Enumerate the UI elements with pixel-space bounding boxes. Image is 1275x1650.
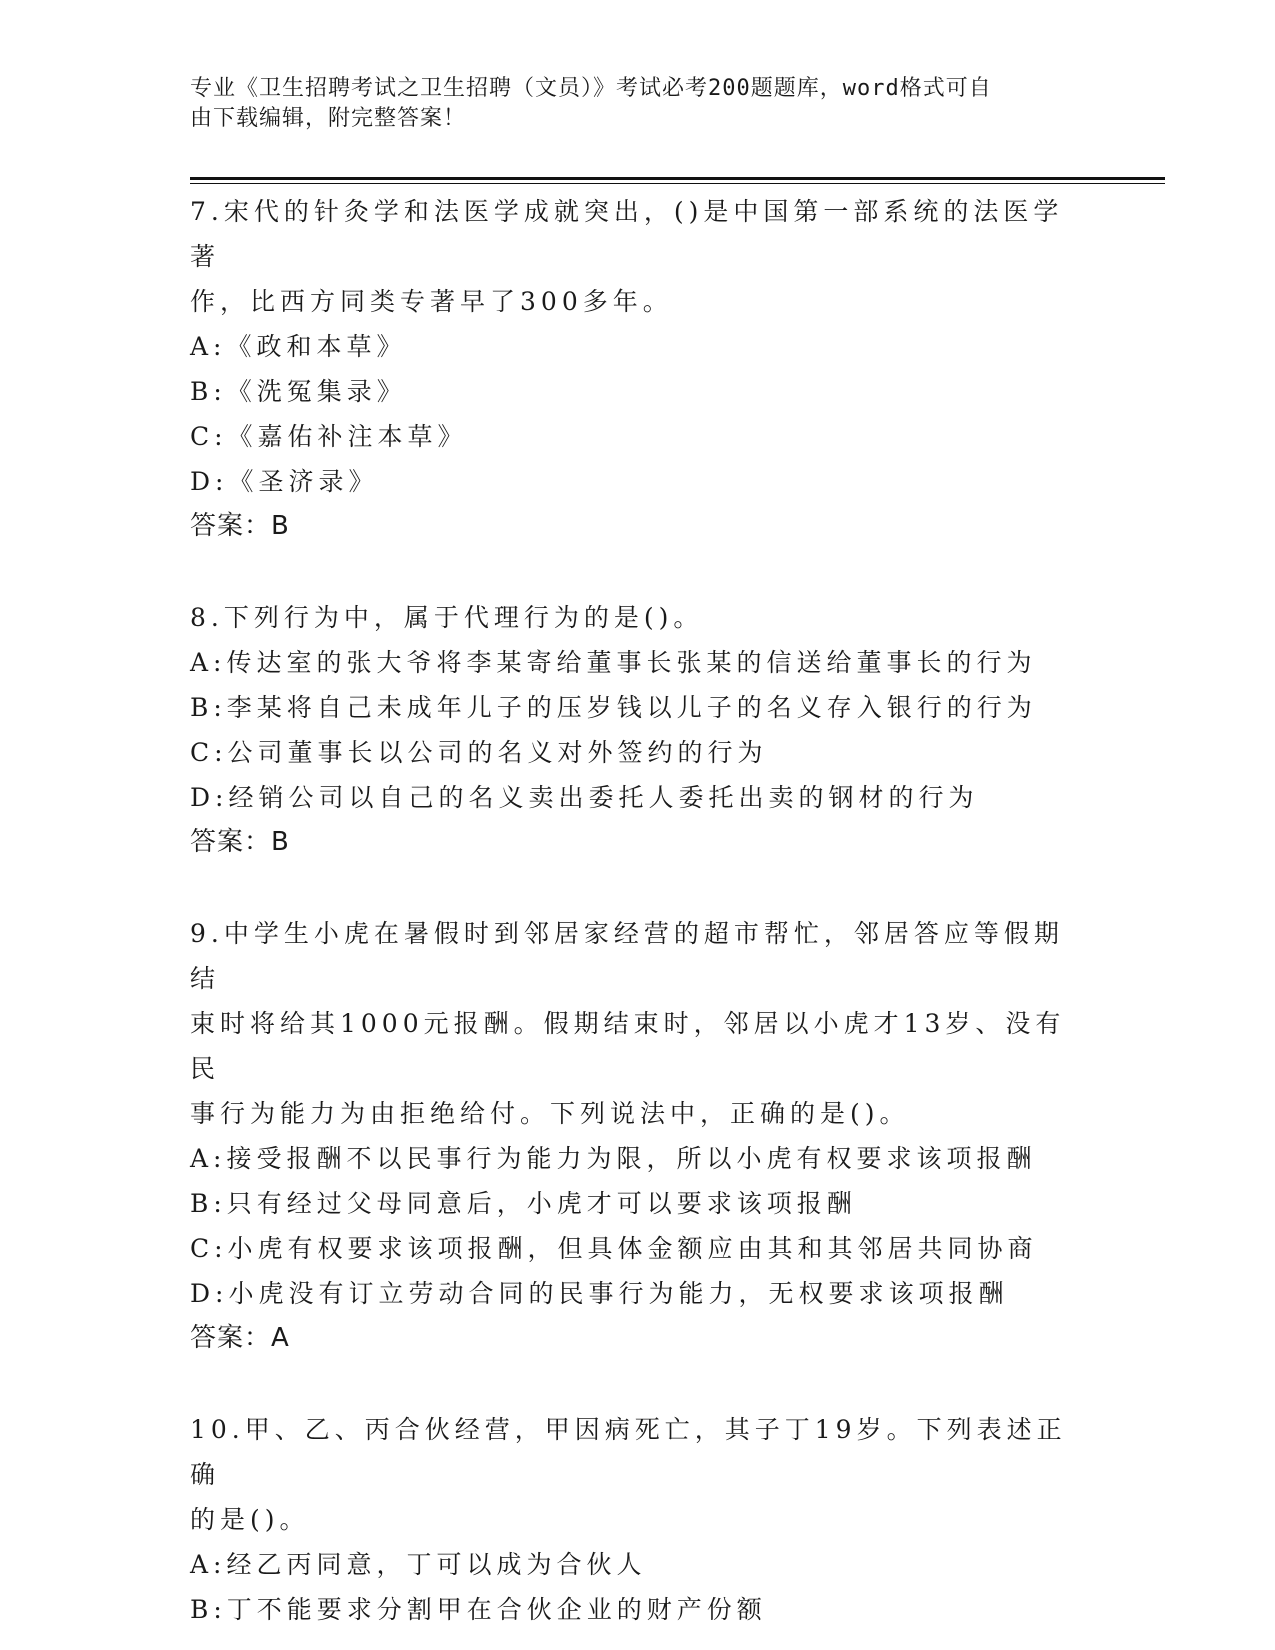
question-text-line: 作，比西方同类专著早了300多年。 bbox=[190, 287, 673, 316]
question-spacer bbox=[190, 1361, 1070, 1407]
question-9 bbox=[190, 911, 1070, 1361]
question-10 bbox=[190, 1407, 1070, 1632]
option-c: C:小虎有权要求该项报酬，但具体金额应由其和其邻居共同协商 bbox=[190, 1234, 1038, 1263]
question-text-line: 束时将给其1000元报酬。假期结束时，邻居以小虎才13岁、没有民 bbox=[190, 1009, 1066, 1083]
option-d: D:经销公司以自己的名义卖出委托人委托出卖的钢材的行为 bbox=[190, 783, 979, 812]
question-8 bbox=[190, 595, 1070, 865]
header-line-1: 专业《卫生招聘考试之卫生招聘（文员）》考试必考200题题库，word格式可自 bbox=[190, 76, 992, 101]
question-7 bbox=[190, 189, 1070, 549]
option-a: A:传达室的张大爷将李某寄给董事长张某的信送给董事长的行为 bbox=[190, 648, 1037, 677]
question-text-line: 8.下列行为中，属于代理行为的是()。 bbox=[190, 603, 704, 632]
answer: 答案：A bbox=[190, 1323, 290, 1353]
question-text-line: 事行为能力为由拒绝给付。下列说法中，正确的是()。 bbox=[190, 1099, 910, 1128]
question-text-line: 7.宋代的针灸学和法医学成就突出，()是中国第一部系统的法医学著 bbox=[190, 197, 1064, 271]
answer: 答案：B bbox=[190, 511, 290, 541]
document-header bbox=[190, 74, 1090, 134]
question-text-line: 10.甲、乙、丙合伙经营，甲因病死亡，其子丁19岁。下列表述正确 bbox=[190, 1415, 1067, 1489]
option-d: D:小虎没有订立劳动合同的民事行为能力，无权要求该项报酬 bbox=[190, 1279, 1009, 1308]
option-b: B:李某将自己未成年儿子的压岁钱以儿子的名义存入银行的行为 bbox=[190, 693, 1037, 722]
header-rule-thin bbox=[190, 183, 1165, 184]
option-b: B:只有经过父母同意后，小虎才可以要求该项报酬 bbox=[190, 1189, 857, 1218]
header-rule-thick bbox=[190, 177, 1165, 180]
option-a: A:接受报酬不以民事行为能力为限，所以小虎有权要求该项报酬 bbox=[190, 1144, 1037, 1173]
question-spacer bbox=[190, 549, 1070, 595]
header-line-2: 由下载编辑，附完整答案！ bbox=[190, 106, 467, 131]
option-c: C:公司董事长以公司的名义对外签约的行为 bbox=[190, 738, 768, 767]
question-list bbox=[190, 189, 1070, 1632]
option-d: D:《圣济录》 bbox=[190, 467, 379, 496]
question-spacer bbox=[190, 865, 1070, 911]
option-c: C:《嘉佑补注本草》 bbox=[190, 422, 468, 451]
option-b: B:丁不能要求分割甲在合伙企业的财产份额 bbox=[190, 1595, 767, 1624]
option-b: B:《洗冤集录》 bbox=[190, 377, 407, 406]
question-text-line: 9.中学生小虎在暑假时到邻居家经营的超市帮忙，邻居答应等假期结 bbox=[190, 919, 1064, 993]
question-text-line: 的是()。 bbox=[190, 1505, 310, 1534]
option-a: A:《政和本草》 bbox=[190, 332, 407, 361]
answer: 答案：B bbox=[190, 827, 290, 857]
option-a: A:经乙丙同意，丁可以成为合伙人 bbox=[190, 1550, 647, 1579]
